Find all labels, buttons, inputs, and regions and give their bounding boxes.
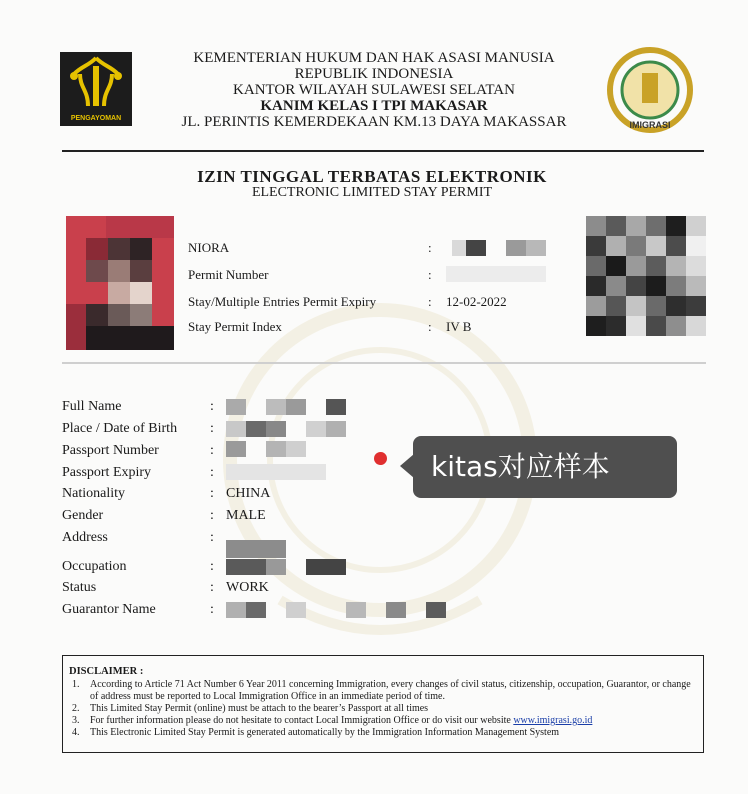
nationality-colon: :	[210, 486, 214, 501]
gender-label: Gender	[62, 508, 104, 523]
guarantor-redacted	[226, 602, 246, 618]
bubble-tail	[400, 454, 414, 478]
header-rule	[62, 150, 704, 152]
guarantor-label: Guarantor Name	[62, 602, 156, 617]
document-subtitle: ELECTRONIC LIMITED STAY PERMIT	[251, 185, 493, 200]
nationality-label: Nationality	[62, 486, 125, 501]
guarantor-colon: :	[210, 602, 214, 617]
permit-number-colon: :	[428, 267, 432, 282]
left-logo-text: PENGAYOMAN	[70, 115, 122, 122]
status-colon: :	[210, 580, 214, 595]
expiry-label: Stay/Multiple Entries Permit Expiry	[188, 294, 377, 309]
permit-number-label: Permit Number	[188, 267, 269, 282]
niora-label: NIORA	[188, 240, 230, 255]
full-name-label: Full Name	[62, 399, 122, 414]
passport-number-redacted	[226, 441, 246, 457]
imigrasi-website-link[interactable]: www.imigrasi.go.id	[513, 715, 593, 726]
section-separator	[62, 362, 706, 364]
niora-redacted	[452, 240, 466, 256]
disclaimer-text: This Electronic Limited Stay Permit is generated automatically by the Immigration Information Management System	[90, 727, 560, 738]
header-line-1: KEMENTERIAN HUKUM DAN HAK ASASI MANUSIA	[193, 50, 555, 66]
disclaimer-item	[69, 703, 697, 715]
status-value: WORK	[226, 580, 269, 595]
index-value: IV B	[446, 319, 472, 334]
disclaimer-text: According to Article 71 Act Number 6 Year 2011 concerning Immigration, every changes of civil status, citizenship, occupation, Guarantor, or change of address must be reported to Local Immigration Office in an immediate period of time.	[90, 679, 691, 702]
disclaimer-heading: DISCLAIMER :	[69, 666, 144, 677]
occupation-colon: :	[210, 559, 214, 574]
address-redacted	[226, 540, 286, 558]
index-colon: :	[428, 319, 432, 334]
qr-code-pixelated	[586, 216, 706, 336]
gender-value: MALE	[226, 508, 266, 523]
occupation-label: Occupation	[62, 559, 127, 574]
full-name-colon: :	[210, 399, 214, 414]
red-dot-marker	[374, 452, 387, 465]
expiry-colon: :	[428, 294, 432, 309]
header-line-5: JL. PERINTIS KEMERDEKAAN KM.13 DAYA MAKASSAR	[181, 114, 567, 130]
index-label: Stay Permit Index	[188, 319, 282, 334]
disclaimer-item	[69, 727, 697, 739]
letterhead	[150, 50, 598, 130]
pob-label: Place / Date of Birth	[62, 421, 178, 436]
right-logo-text: IMIGRASI	[629, 120, 671, 130]
header-line-2: REPUBLIK INDONESIA	[294, 66, 454, 82]
passport-expiry-redacted	[226, 464, 326, 480]
pob-redacted	[226, 421, 246, 437]
permit-number-redacted	[446, 266, 546, 282]
nationality-value: CHINA	[226, 486, 271, 501]
annotation-text: kitas对应样本	[431, 450, 610, 483]
passport-expiry-label: Passport Expiry	[62, 465, 152, 480]
disclaimer-box	[62, 655, 704, 753]
address-colon: :	[210, 530, 214, 545]
disclaimer-item	[69, 715, 697, 727]
header-line-3: KANTOR WILAYAH SULAWESI SELATAN	[233, 82, 515, 98]
niora-colon: :	[428, 240, 432, 255]
passport-number-label: Passport Number	[62, 443, 159, 458]
disclaimer-number: 3.	[72, 715, 80, 726]
imigrasi-logo	[605, 45, 695, 135]
disclaimer-text: This Limited Stay Permit (online) must be attach to the bearer’s Passport at all times	[90, 703, 429, 714]
gender-colon: :	[210, 508, 214, 523]
pengayoman-logo	[60, 52, 132, 126]
header-line-4: KANIM KELAS I TPI MAKASAR	[260, 98, 488, 114]
disclaimer-text: For further information please do not hesitate to contact Local Immigration Office or do visit our website	[90, 715, 511, 726]
annotation-bubble	[413, 436, 677, 498]
disclaimer-number: 2.	[72, 703, 80, 714]
status-label: Status	[62, 580, 97, 595]
holder-photo-pixelated	[66, 216, 174, 350]
occupation-redacted	[226, 559, 266, 575]
passport-expiry-colon: :	[210, 465, 214, 480]
pob-colon: :	[210, 421, 214, 436]
expiry-value: 12-02-2022	[446, 294, 507, 309]
address-label: Address	[62, 530, 108, 545]
document-title: IZIN TINGGAL TERBATAS ELEKTRONIK	[197, 167, 547, 186]
passport-number-colon: :	[210, 443, 214, 458]
disclaimer-number: 1.	[72, 679, 80, 690]
disclaimer-number: 4.	[72, 727, 80, 738]
disclaimer-item	[69, 679, 697, 703]
full-name-redacted	[226, 399, 246, 415]
